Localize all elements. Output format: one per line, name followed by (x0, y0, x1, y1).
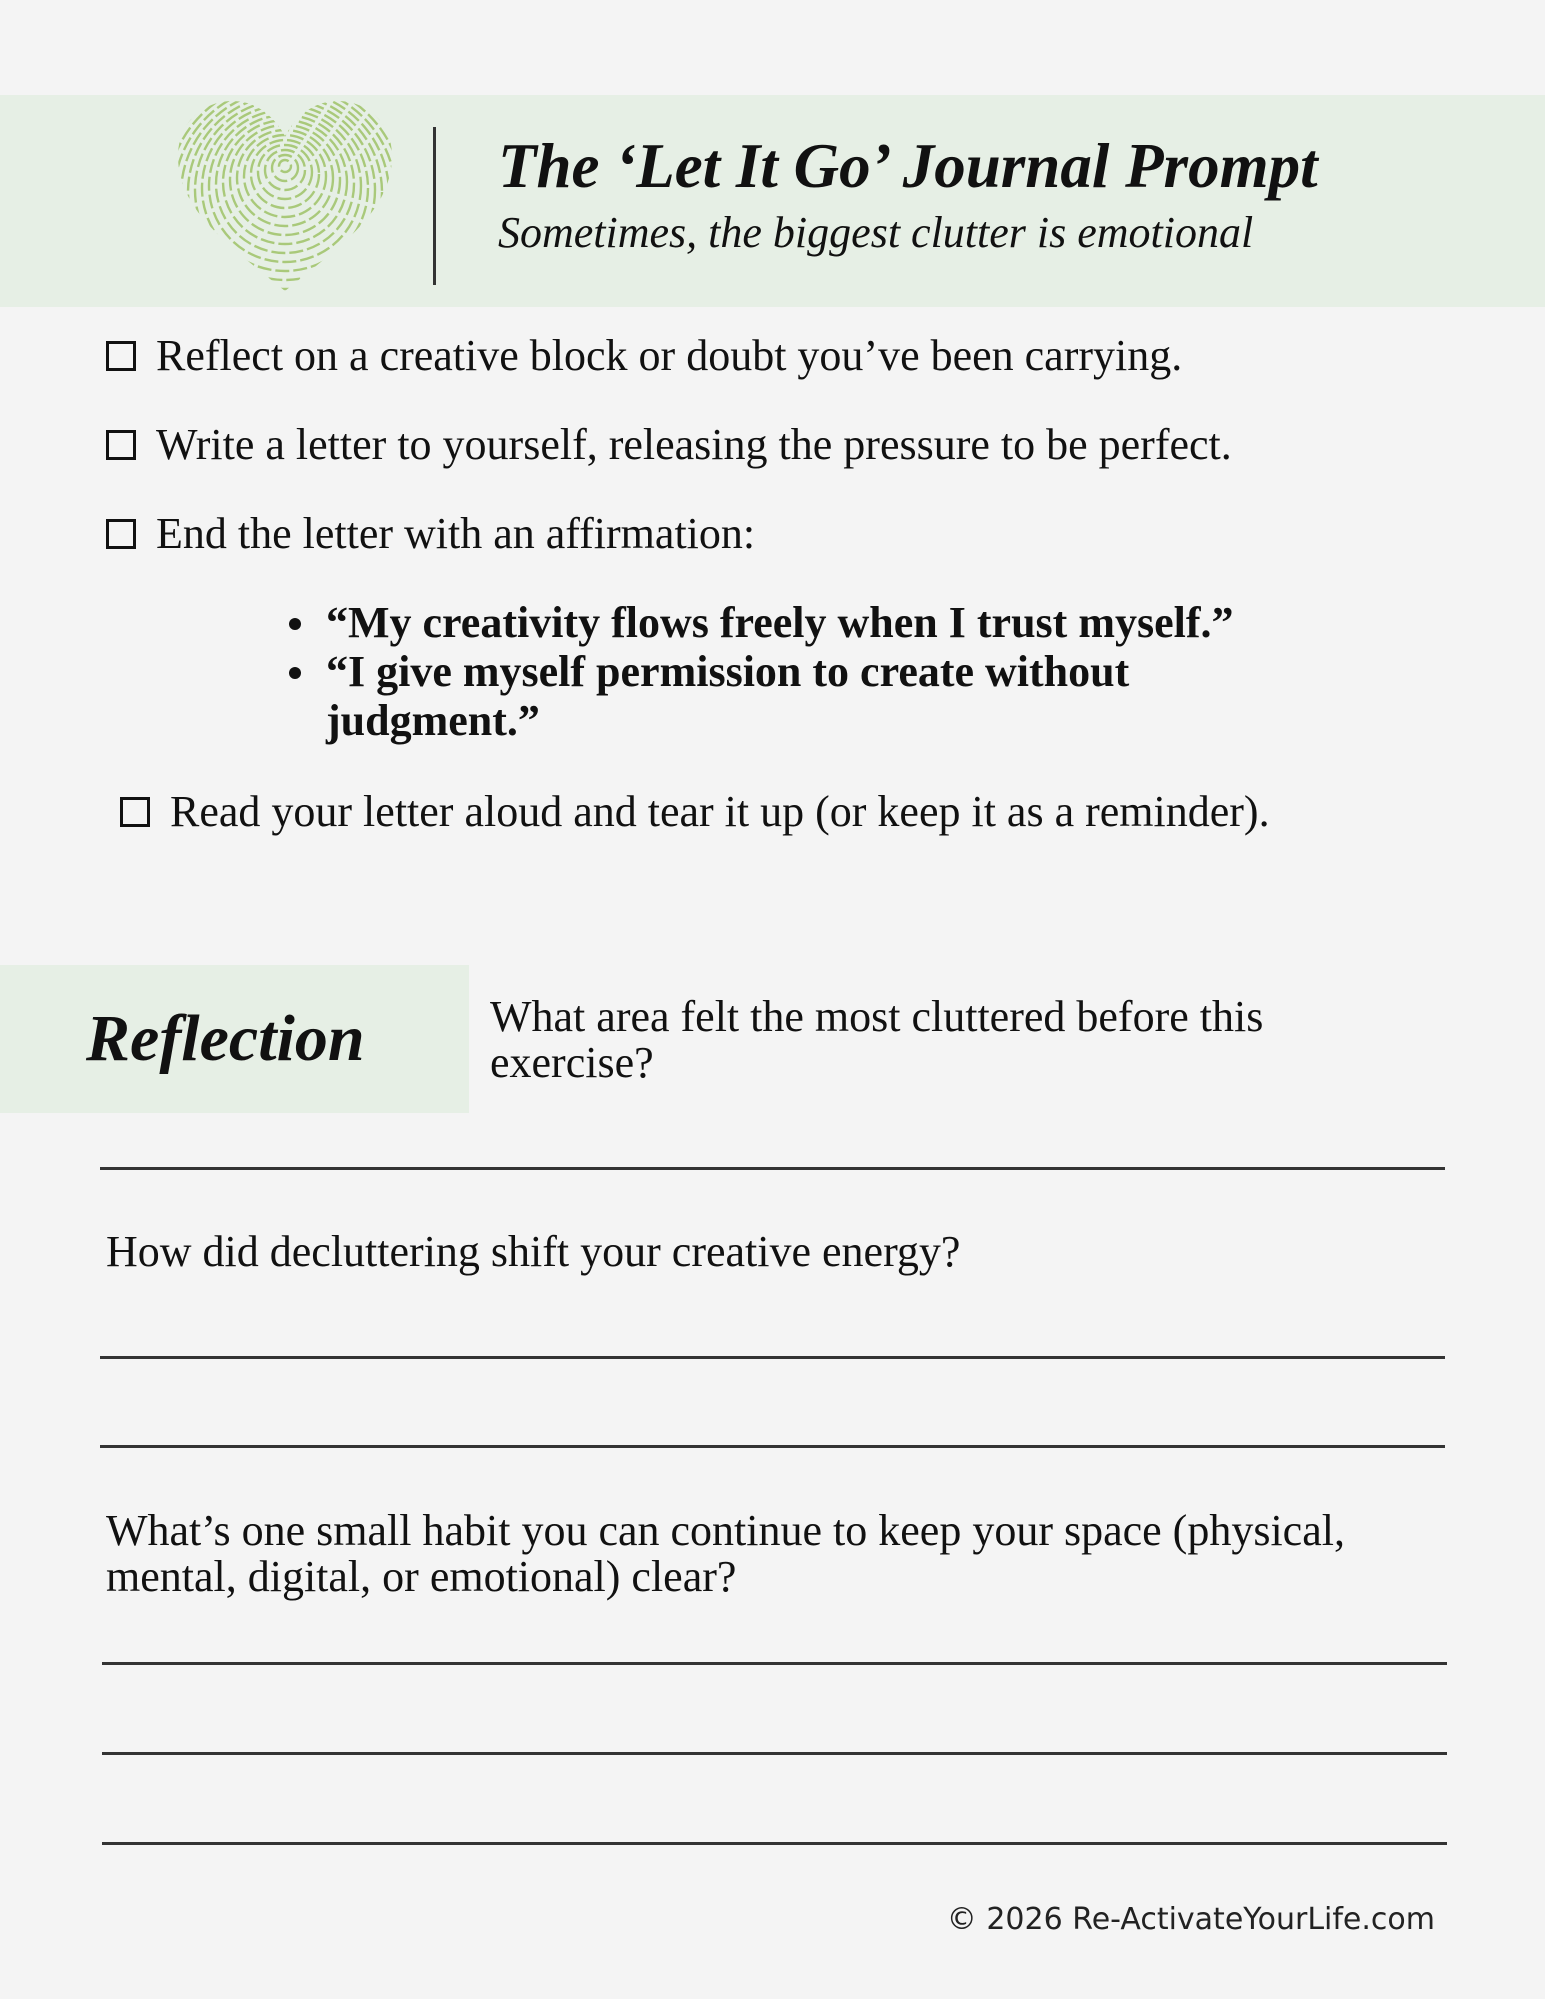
checklist-item-label: End the letter with an affirmation: (156, 509, 756, 558)
checklist-item[interactable] (106, 508, 755, 560)
footer-copyright: © 2026 Re-ActivateYourLife.com (946, 1902, 1435, 1937)
reflection-label-box (0, 965, 469, 1113)
answer-line[interactable] (100, 1445, 1445, 1448)
affirmation-item: “I give myself permission to create without judgment.” (280, 647, 1320, 745)
header-divider (433, 127, 436, 285)
checkbox[interactable] (120, 797, 150, 827)
affirmation-list (280, 598, 1320, 745)
checklist-item-label: Write a letter to yourself, releasing the pressure to be perfect. (156, 420, 1232, 469)
checkbox[interactable] (106, 519, 136, 549)
reflection-question: What’s one small habit you can continue to keep your space (physical, mental, digital, or emotional) clear? (106, 1506, 1345, 1601)
checklist-item-label: Read your letter aloud and tear it up (or keep it as a reminder). (170, 787, 1270, 836)
checklist-item[interactable] (120, 786, 1270, 838)
answer-line[interactable] (100, 1167, 1445, 1170)
affirmation-item: “My creativity flows freely when I trust myself.” (280, 598, 1320, 647)
fingerprint-heart-icon (170, 96, 400, 296)
reflection-question: How did decluttering shift your creative energy? (106, 1227, 961, 1276)
answer-line[interactable] (100, 1356, 1445, 1359)
reflection-question: What area felt the most cluttered before this exercise? (490, 992, 1264, 1087)
page-title: The ‘Let It Go’ Journal Prompt (498, 131, 1318, 201)
answer-line[interactable] (102, 1842, 1447, 1845)
checkbox[interactable] (106, 430, 136, 460)
page-subtitle: Sometimes, the biggest clutter is emotional (498, 208, 1254, 257)
answer-line[interactable] (102, 1662, 1447, 1665)
answer-line[interactable] (102, 1752, 1447, 1755)
checklist-item-label: Reflect on a creative block or doubt you’ve been carrying. (156, 331, 1183, 380)
checklist-item[interactable] (106, 330, 1182, 382)
reflection-heading: Reflection (86, 1002, 365, 1075)
checkbox[interactable] (106, 341, 136, 371)
checklist-item[interactable] (106, 419, 1232, 471)
